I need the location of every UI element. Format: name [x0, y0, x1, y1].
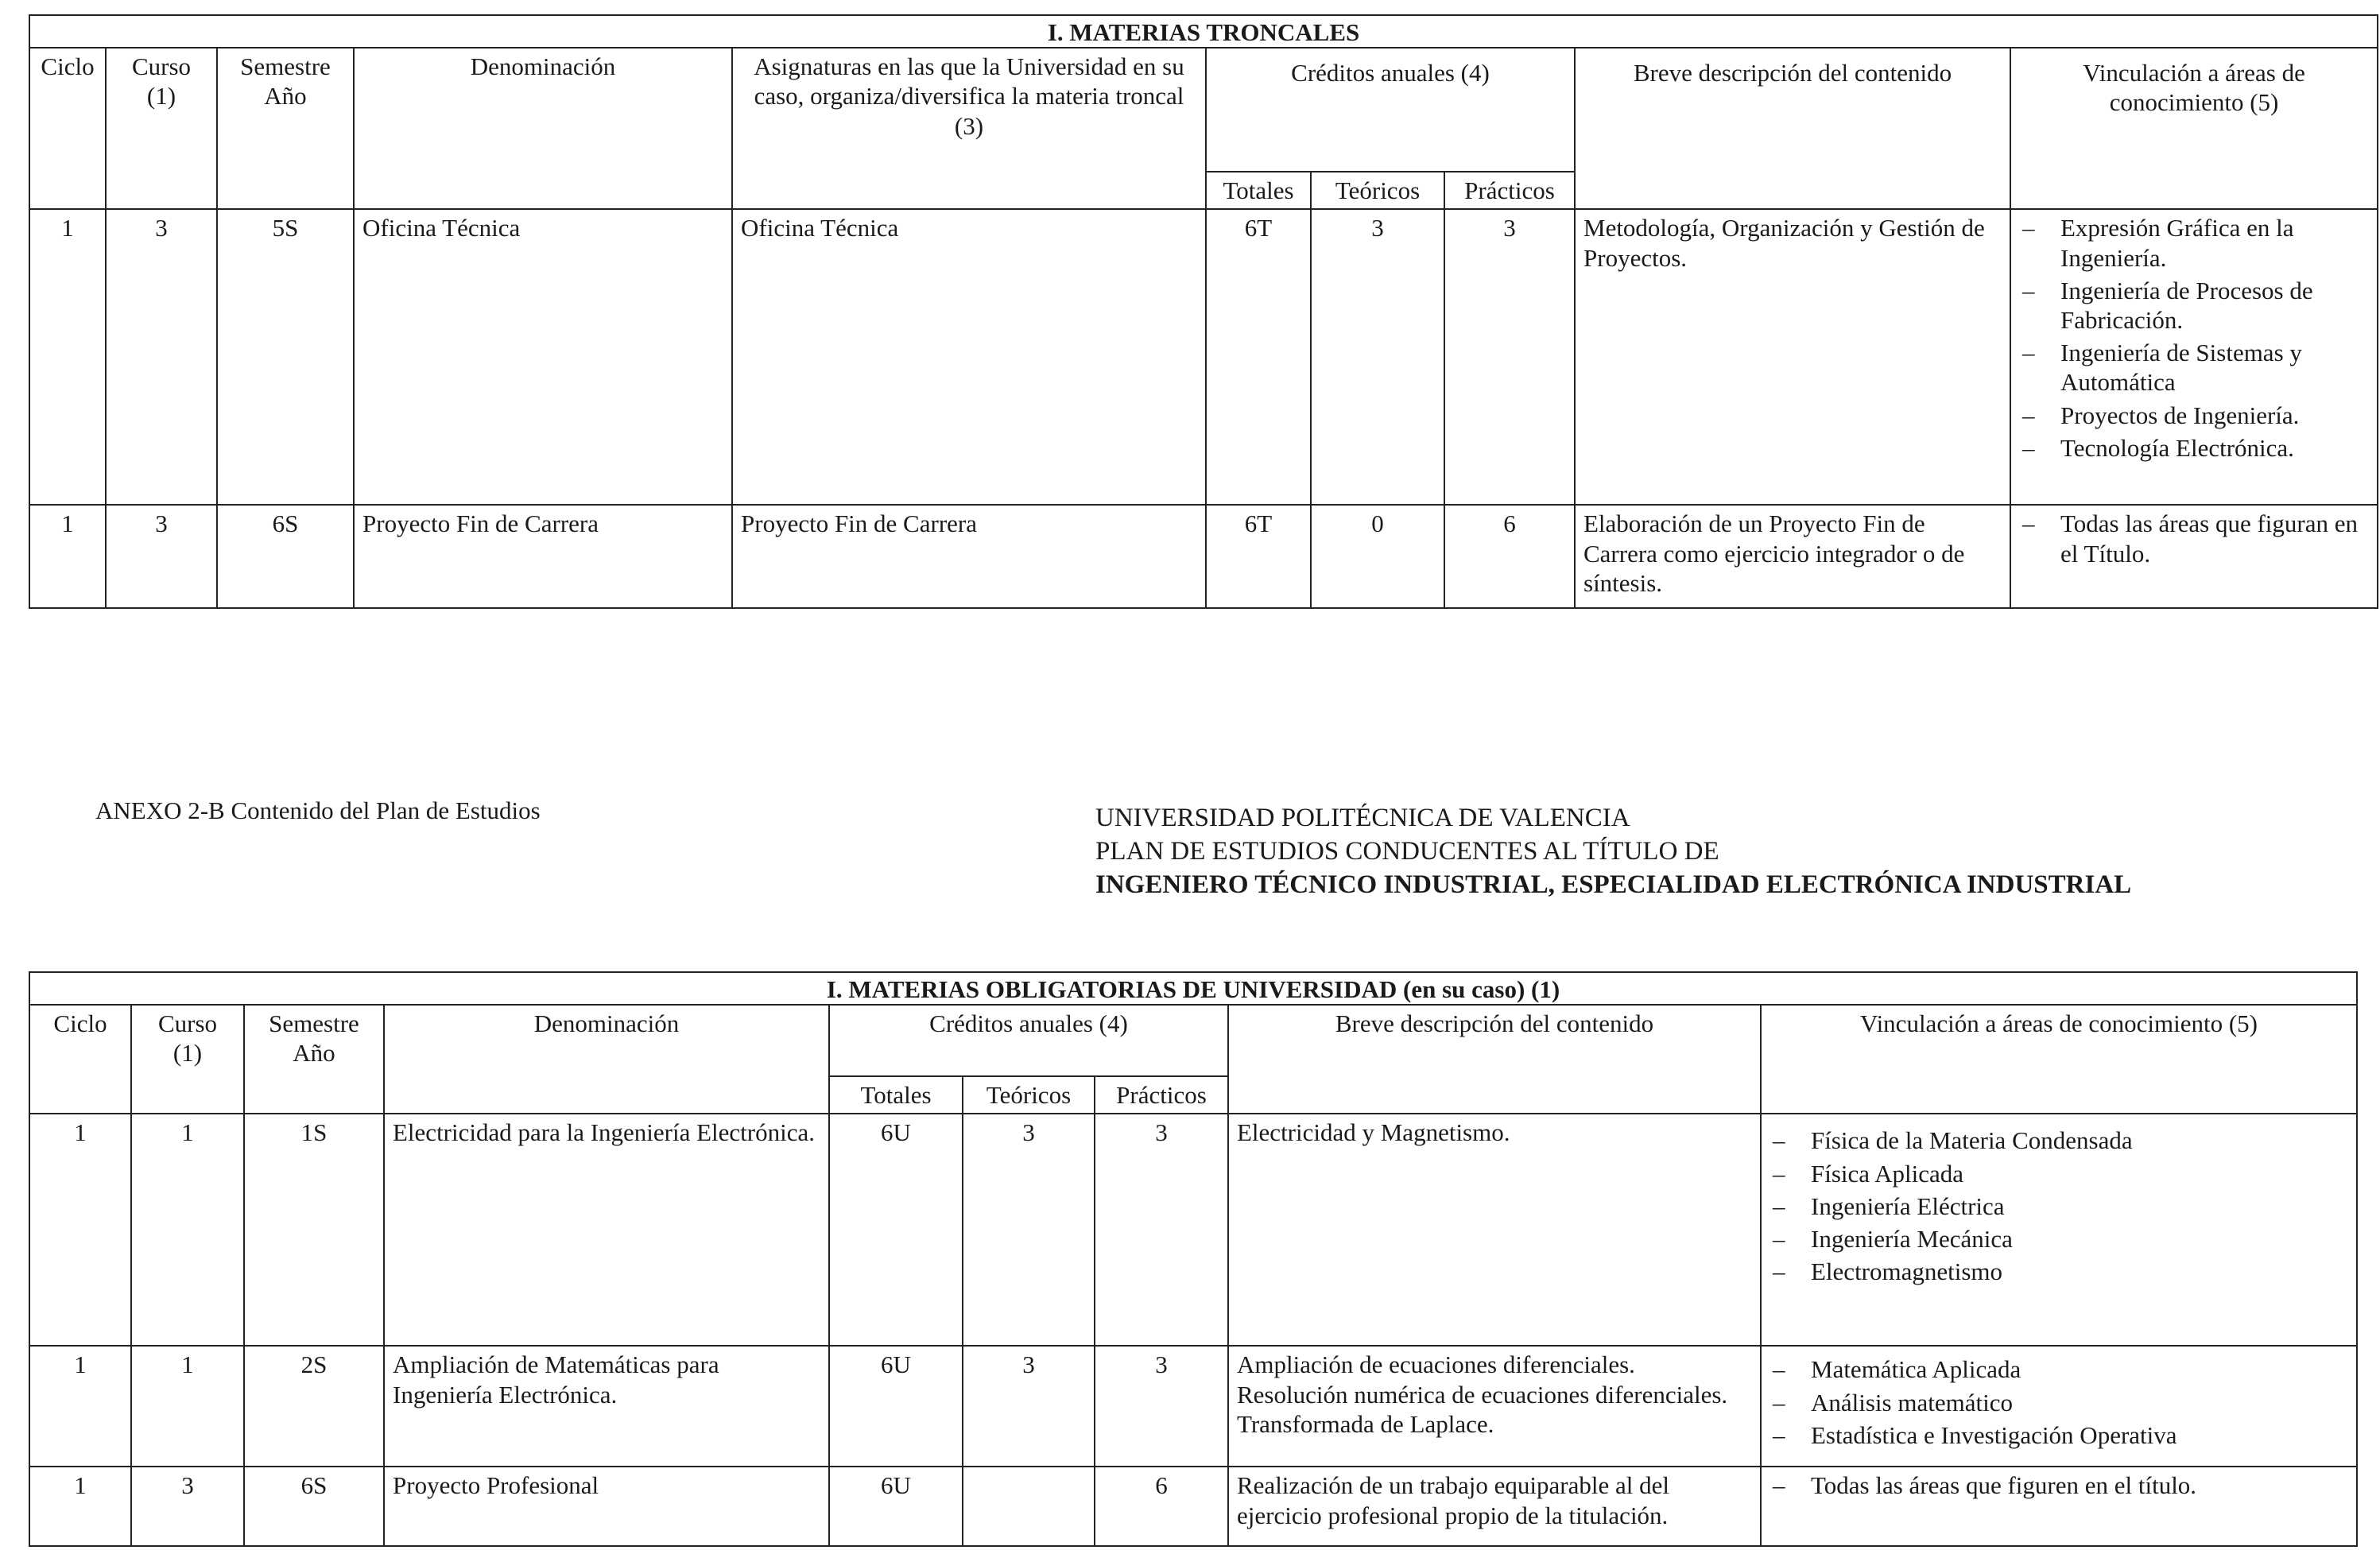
header-semestre: Semestre Año [217, 48, 354, 209]
cell-denominacion: Ampliación de Matemáticas para Ingeniería Electrónica. [384, 1346, 829, 1467]
cell-totales: 6U [829, 1467, 963, 1546]
table-row [29, 1346, 2357, 1467]
cell-curso: 1 [131, 1114, 244, 1346]
header-ciclo: Ciclo [29, 1005, 131, 1114]
cell-practicos: 3 [1095, 1346, 1228, 1467]
header-denominacion: Denominación [384, 1005, 829, 1114]
area-item: – Proyectos de Ingeniería. [2019, 401, 2369, 430]
cell-practicos: 6 [1095, 1467, 1228, 1546]
header-ciclo: Ciclo [29, 48, 106, 209]
cell-ciclo: 1 [29, 1346, 131, 1467]
troncales-table [29, 14, 2378, 609]
cell-descripcion: Ampliación de ecuaciones diferenciales. Resolución numérica de ecuaciones diferenciales. Transformada de Laplace. [1228, 1346, 1761, 1467]
cell-areas [1761, 1114, 2357, 1346]
area-item: – Ingeniería Eléctrica [1769, 1192, 2348, 1221]
area-item: – Matemática Aplicada [1769, 1354, 2348, 1384]
cell-practicos: 6 [1444, 505, 1575, 608]
cell-teoricos: 3 [963, 1114, 1095, 1346]
cell-semestre: 1S [244, 1114, 384, 1346]
cell-denominacion: Electricidad para la Ingeniería Electrónica. [384, 1114, 829, 1346]
header-asignaturas: Asignaturas en las que la Universidad en su caso, organiza/diversifica la materia troncal (3) [732, 48, 1206, 209]
area-item: – Física Aplicada [1769, 1159, 2348, 1188]
cell-areas [1761, 1346, 2357, 1467]
cell-semestre: 6S [217, 505, 354, 608]
cell-denominacion: Proyecto Fin de Carrera [354, 505, 732, 608]
header-creditos: Créditos anuales (4) [829, 1005, 1228, 1076]
area-item: – Expresión Gráfica en la Ingeniería. [2019, 213, 2369, 272]
cell-ciclo: 1 [29, 1114, 131, 1346]
area-item: – Ingeniería de Sistemas y Automática [2019, 338, 2369, 397]
table-row [29, 505, 2378, 608]
cell-curso: 3 [106, 209, 217, 505]
cell-descripcion: Elaboración de un Proyecto Fin de Carrera como ejercicio integrador o de síntesis. [1575, 505, 2010, 608]
cell-ciclo: 1 [29, 209, 106, 505]
universidad-header [1095, 801, 2131, 901]
header-practicos: Prácticos [1095, 1076, 1228, 1114]
cell-semestre: 5S [217, 209, 354, 505]
cell-practicos: 3 [1444, 209, 1575, 505]
area-item: – Ingeniería Mecánica [1769, 1224, 2348, 1254]
cell-ciclo: 1 [29, 1467, 131, 1546]
header-totales: Totales [829, 1076, 963, 1114]
cell-curso: 1 [131, 1346, 244, 1467]
cell-areas [2010, 209, 2378, 505]
header-vinculacion: Vinculación a áreas de conocimiento (5) [2010, 48, 2378, 209]
header-curso: Curso (1) [131, 1005, 244, 1114]
cell-curso: 3 [131, 1467, 244, 1546]
cell-descripcion: Realización de un trabajo equiparable al del ejercicio profesional propio de la titulación. [1228, 1467, 1761, 1546]
area-item: – Todas las áreas que figuren en el título. [1769, 1471, 2348, 1500]
obligatorias-table [29, 971, 2358, 1547]
header-teoricos: Teóricos [963, 1076, 1095, 1114]
cell-asignaturas: Proyecto Fin de Carrera [732, 505, 1206, 608]
header-practicos: Prácticos [1444, 172, 1575, 209]
cell-descripcion: Metodología, Organización y Gestión de Proyectos. [1575, 209, 2010, 505]
cell-semestre: 6S [244, 1467, 384, 1546]
cell-denominacion: Oficina Técnica [354, 209, 732, 505]
cell-semestre: 2S [244, 1346, 384, 1467]
cell-descripcion: Electricidad y Magnetismo. [1228, 1114, 1761, 1346]
cell-asignaturas: Oficina Técnica [732, 209, 1206, 505]
header-descripcion: Breve descripción del contenido [1228, 1005, 1761, 1114]
cell-teoricos: 0 [1311, 505, 1444, 608]
cell-teoricos: 3 [1311, 209, 1444, 505]
anexo-label: ANEXO 2-B Contenido del Plan de Estudios [95, 796, 541, 824]
cell-ciclo: 1 [29, 505, 106, 608]
area-item: – Ingeniería de Procesos de Fabricación. [2019, 276, 2369, 335]
titulo-name: INGENIERO TÉCNICO INDUSTRIAL, ESPECIALIDAD ELECTRÓNICA INDUSTRIAL [1095, 870, 2132, 899]
area-item: – Tecnología Electrónica. [2019, 433, 2369, 463]
header-denominacion: Denominación [354, 48, 732, 209]
universidad-name: UNIVERSIDAD POLITÉCNICA DE VALENCIA [1095, 804, 1630, 832]
table-row [29, 1114, 2357, 1346]
area-item: – Análisis matemático [1769, 1388, 2348, 1417]
header-descripcion: Breve descripción del contenido [1575, 48, 2010, 209]
header-teoricos: Teóricos [1311, 172, 1444, 209]
area-item: – Física de la Materia Condensada [1769, 1126, 2348, 1155]
area-item: – Estadística e Investigación Operativa [1769, 1420, 2348, 1450]
plan-title: PLAN DE ESTUDIOS CONDUCENTES AL TÍTULO DE [1095, 837, 1719, 866]
cell-totales: 6U [829, 1114, 963, 1346]
table-row [29, 1467, 2357, 1546]
obligatorias-title: I. MATERIAS OBLIGATORIAS DE UNIVERSIDAD (en su caso) (1) [29, 972, 2357, 1005]
cell-areas [1761, 1467, 2357, 1546]
header-vinculacion: Vinculación a áreas de conocimiento (5) [1761, 1005, 2357, 1114]
header-creditos: Créditos anuales (4) [1206, 48, 1575, 172]
cell-practicos: 3 [1095, 1114, 1228, 1346]
header-totales: Totales [1206, 172, 1311, 209]
cell-curso: 3 [106, 505, 217, 608]
cell-denominacion: Proyecto Profesional [384, 1467, 829, 1546]
cell-totales: 6U [829, 1346, 963, 1467]
cell-totales: 6T [1206, 505, 1311, 608]
area-item: – Electromagnetismo [1769, 1257, 2348, 1286]
cell-areas [2010, 505, 2378, 608]
table-row [29, 209, 2378, 505]
header-curso: Curso (1) [106, 48, 217, 209]
cell-teoricos [963, 1467, 1095, 1546]
cell-totales: 6T [1206, 209, 1311, 505]
header-semestre: Semestre Año [244, 1005, 384, 1114]
cell-teoricos: 3 [963, 1346, 1095, 1467]
troncales-title: I. MATERIAS TRONCALES [29, 15, 2378, 48]
area-item: – Todas las áreas que figuran en el Título. [2019, 509, 2369, 568]
